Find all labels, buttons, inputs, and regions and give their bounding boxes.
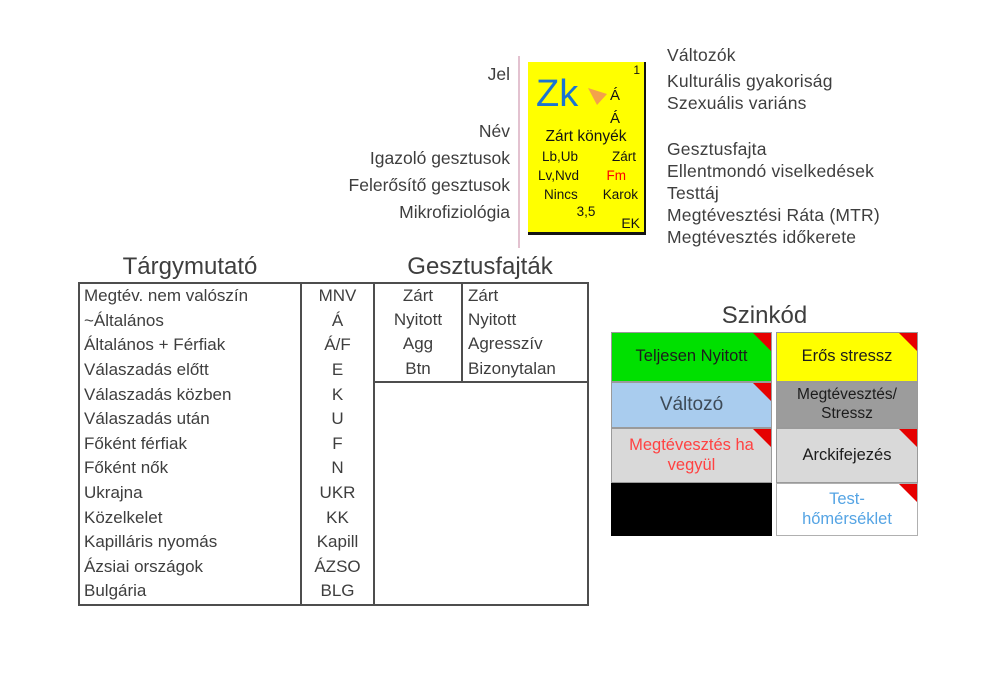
index-row-label: Közelkelet bbox=[80, 505, 302, 530]
gesture-row-abbr: Zárt bbox=[375, 284, 463, 308]
card-name: Zárt könyék bbox=[545, 128, 627, 145]
color-cell-teljesen-nyitott bbox=[611, 332, 772, 382]
index-row-code: E bbox=[331, 360, 344, 380]
color-cell-black bbox=[611, 483, 772, 536]
color-cell-text: Megtévesztés ha bbox=[629, 435, 754, 454]
card-row-2 bbox=[528, 169, 644, 185]
index-row-code: Á bbox=[331, 310, 344, 330]
color-cell-text: Megtévesztés/ bbox=[797, 386, 897, 404]
index-row-label: Ukrajna bbox=[80, 481, 302, 506]
gesture-row-abbr: Nyitott bbox=[375, 308, 463, 332]
card-validating-gestures: Lb,Ub bbox=[542, 149, 579, 164]
card-contradicting-behaviours: Fm bbox=[606, 168, 626, 183]
color-cell-arckifejezes bbox=[776, 428, 918, 483]
corner-triangle-icon bbox=[752, 382, 772, 402]
color-cell-text: Teljesen Nyitott bbox=[635, 347, 748, 366]
index-row-label: Ázsiai országok bbox=[80, 555, 302, 580]
index-row-label: ~Általános bbox=[80, 309, 302, 334]
gesture-row-full: Agresszív bbox=[468, 334, 543, 354]
label-mikrofiziologia: Mikrofiziológia bbox=[399, 202, 510, 222]
card-number: 1 bbox=[633, 63, 640, 77]
gesture-table-title: Gesztusfajták bbox=[407, 253, 553, 280]
index-row-label: Főként nők bbox=[80, 456, 302, 481]
label-jel: Jel bbox=[487, 64, 510, 84]
label-gesztusfajta: Gesztusfajta bbox=[667, 139, 767, 159]
card-body-area: Karok bbox=[602, 187, 638, 202]
label-megteveszes-idokerete: Megtévesztés időkerete bbox=[667, 227, 857, 247]
index-row-label: Válaszadás közben bbox=[80, 382, 302, 407]
label-kulturalis-gyakorisag: Kulturális gyakoriság bbox=[667, 71, 833, 91]
card-sexual-variant: Á bbox=[609, 110, 620, 127]
divider-line bbox=[518, 56, 520, 248]
index-row-label: Bulgária bbox=[80, 579, 302, 604]
color-cell-text: Stressz bbox=[821, 405, 873, 422]
label-testtaj: Testtáj bbox=[667, 183, 719, 203]
color-cell-test-homerseklet bbox=[776, 483, 918, 536]
color-code-title: Szinkód bbox=[721, 302, 808, 329]
corner-triangle-icon bbox=[898, 332, 918, 352]
color-cell-text: vegyül bbox=[667, 455, 716, 474]
gesture-row-full: Zárt bbox=[468, 286, 499, 306]
gesture-table bbox=[375, 284, 587, 383]
card-amplifying-gestures: Lv,Nvd bbox=[538, 168, 580, 183]
color-cell-text: Arckifejezés bbox=[802, 445, 892, 464]
index-row-code: Kapill bbox=[316, 532, 359, 552]
index-row-code: U bbox=[331, 409, 344, 429]
index-row-code: MNV bbox=[318, 286, 357, 306]
index-row-code: N bbox=[331, 458, 344, 478]
card-gesture-type: Zárt bbox=[611, 149, 636, 164]
index-table bbox=[80, 284, 375, 604]
gesture-row-abbr: Agg bbox=[375, 332, 463, 356]
color-cell-text: Erős stressz bbox=[801, 347, 893, 366]
index-row-code: ÁZSO bbox=[314, 556, 361, 576]
card-row-1 bbox=[528, 150, 644, 166]
corner-triangle-icon bbox=[752, 428, 772, 448]
index-row-label: Kapilláris nyomás bbox=[80, 530, 302, 555]
color-cell-eros-stressz bbox=[776, 332, 918, 382]
index-row-code: Á/F bbox=[324, 335, 351, 355]
label-valtozok: Változók bbox=[667, 45, 736, 65]
card-symbol: Zk bbox=[536, 73, 579, 115]
index-row-code: F bbox=[332, 433, 343, 453]
gesture-card bbox=[528, 62, 646, 235]
label-ellentmondo-viselkedesek: Ellentmondó viselkedések bbox=[667, 161, 875, 181]
legend-tables bbox=[78, 282, 589, 606]
label-szexualis-varians: Szexuális variáns bbox=[667, 93, 807, 113]
card-deception-timeframe: EK bbox=[621, 215, 640, 231]
folded-corner-icon bbox=[588, 88, 607, 105]
label-felerosito-gesztusok: Felerősítő gesztusok bbox=[348, 175, 510, 195]
color-cell-text: hőmérséklet bbox=[802, 509, 892, 528]
index-row-label: Válaszadás után bbox=[80, 407, 302, 432]
color-code-grid bbox=[611, 332, 918, 536]
card-deception-rate: 3,5 bbox=[576, 204, 596, 219]
gesture-row-abbr: Btn bbox=[375, 357, 463, 381]
card-microphysiology: Nincs bbox=[544, 187, 578, 202]
label-igazolo-gesztusok: Igazoló gesztusok bbox=[369, 148, 510, 168]
corner-triangle-icon bbox=[752, 332, 772, 352]
gesture-row-full: Bizonytalan bbox=[468, 358, 556, 378]
corner-triangle-icon bbox=[898, 483, 918, 503]
color-cell-megtevesztes-stressz bbox=[776, 382, 918, 428]
color-cell-text: Változó bbox=[659, 393, 724, 415]
label-nev: Név bbox=[478, 121, 510, 141]
index-row-code: K bbox=[331, 384, 344, 404]
index-table-title: Tárgymutató bbox=[122, 253, 258, 280]
index-row-label: Válaszadás előtt bbox=[80, 358, 302, 383]
index-row-label: Megtév. nem valószín bbox=[80, 284, 302, 309]
index-row-code: BLG bbox=[320, 581, 355, 601]
index-row-code: KK bbox=[326, 507, 349, 527]
card-row-3 bbox=[528, 188, 644, 204]
card-cultural-frequency: Á bbox=[609, 87, 620, 104]
index-row-label: Főként férfiak bbox=[80, 432, 302, 457]
color-cell-megtevesztes-ha-vegyul bbox=[611, 428, 772, 483]
index-row-label: Általános + Férfiak bbox=[80, 333, 302, 358]
gesture-row-full: Nyitott bbox=[468, 310, 517, 330]
color-cell-valtozo bbox=[611, 382, 772, 428]
index-row-code: UKR bbox=[319, 483, 356, 503]
label-megtevesztesi-rata: Megtévesztési Ráta (MTR) bbox=[667, 205, 880, 225]
color-cell-text: Test- bbox=[829, 489, 865, 508]
corner-triangle-icon bbox=[898, 428, 918, 448]
